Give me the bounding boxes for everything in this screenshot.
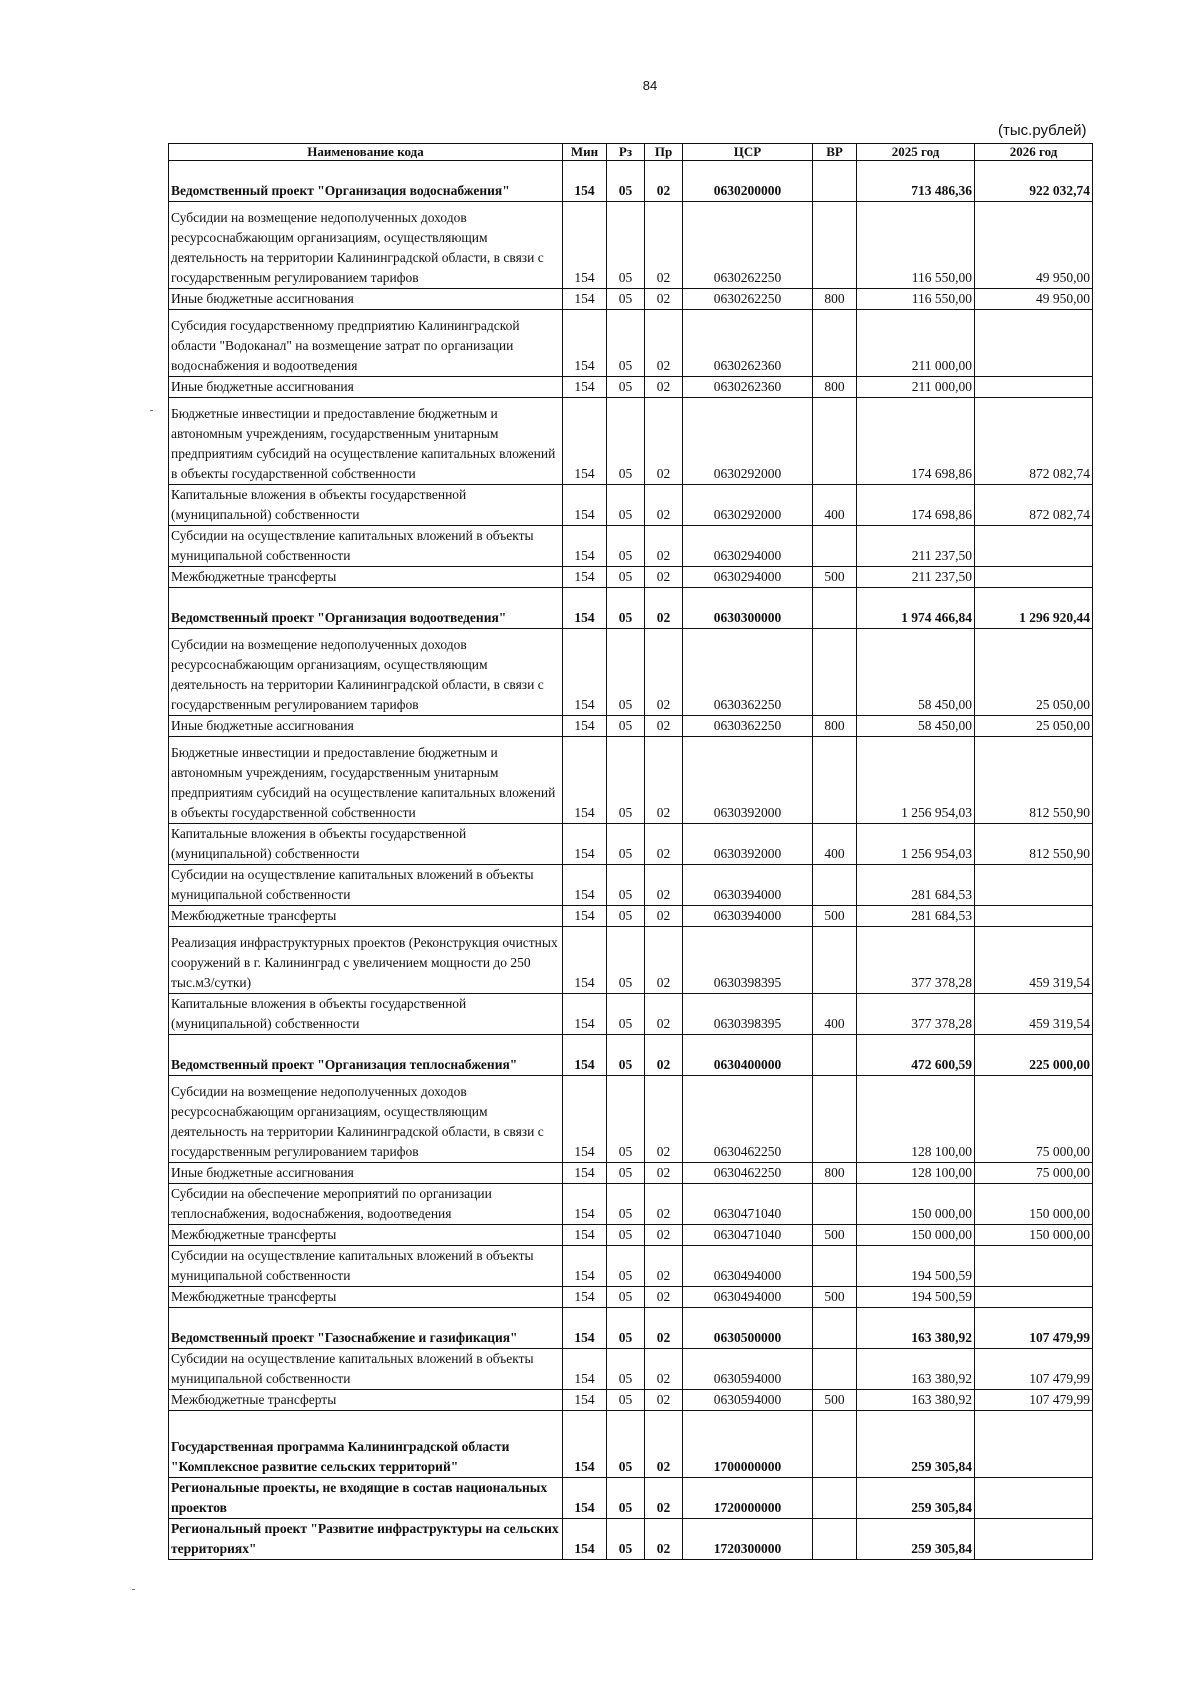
cell-vr: 800 — [813, 1163, 857, 1184]
cell-y2025: 259 305,84 — [857, 1411, 975, 1478]
cell-vr — [813, 1308, 857, 1349]
table-row — [169, 1390, 1093, 1411]
cell-csr: 0630262250 — [683, 289, 813, 310]
cell-pr: 02 — [645, 906, 683, 927]
cell-csr: 0630594000 — [683, 1390, 813, 1411]
cell-vr — [813, 526, 857, 567]
cell-name: Ведомственный проект "Организация водоотведения" — [169, 588, 563, 629]
cell-name: Бюджетные инвестиции и предоставление бюджетным и автономным учреждениям, государственным унитарным предприятиям субсидий на осуществление капитальных вложений в объекты государственной собственности — [169, 398, 563, 485]
cell-name: Иные бюджетные ассигнования — [169, 716, 563, 737]
cell-csr: 0630362250 — [683, 716, 813, 737]
cell-vr: 800 — [813, 377, 857, 398]
cell-vr: 800 — [813, 289, 857, 310]
cell-y2026: 49 950,00 — [975, 202, 1093, 289]
cell-y2026: 25 050,00 — [975, 716, 1093, 737]
cell-vr — [813, 629, 857, 716]
cell-y2026: 812 550,90 — [975, 737, 1093, 824]
cell-name: Субсидии на осуществление капитальных вложений в объекты муниципальной собственности — [169, 1246, 563, 1287]
table-row — [169, 1349, 1093, 1390]
cell-min: 154 — [563, 1184, 607, 1225]
header-2025: 2025 год — [857, 144, 975, 161]
table-row — [169, 629, 1093, 716]
cell-pr: 02 — [645, 567, 683, 588]
cell-y2026: 872 082,74 — [975, 398, 1093, 485]
cell-vr: 500 — [813, 1390, 857, 1411]
cell-name: Реализация инфраструктурных проектов (Реконструкция очистных сооружений в г. Калининград с увеличением мощности до 250 тыс.м3/сутки) — [169, 927, 563, 994]
cell-pr: 02 — [645, 716, 683, 737]
cell-csr: 0630200000 — [683, 161, 813, 202]
cell-min: 154 — [563, 927, 607, 994]
cell-y2026 — [975, 1287, 1093, 1308]
cell-min: 154 — [563, 588, 607, 629]
cell-pr: 02 — [645, 1478, 683, 1519]
table-row — [169, 1287, 1093, 1308]
cell-pr: 02 — [645, 588, 683, 629]
cell-rz: 05 — [607, 1076, 645, 1163]
table-row — [169, 1163, 1093, 1184]
cell-vr: 800 — [813, 716, 857, 737]
cell-name: Региональный проект "Развитие инфраструктуры на сельских территориях" — [169, 1519, 563, 1560]
cell-y2026: 75 000,00 — [975, 1163, 1093, 1184]
cell-vr — [813, 1246, 857, 1287]
cell-csr: 0630392000 — [683, 737, 813, 824]
cell-min: 154 — [563, 1163, 607, 1184]
cell-y2026: 49 950,00 — [975, 289, 1093, 310]
header-pr: Пр — [645, 144, 683, 161]
cell-rz: 05 — [607, 927, 645, 994]
cell-pr: 02 — [645, 629, 683, 716]
cell-vr — [813, 927, 857, 994]
cell-y2025: 1 256 954,03 — [857, 737, 975, 824]
cell-vr — [813, 202, 857, 289]
cell-min: 154 — [563, 716, 607, 737]
cell-vr: 500 — [813, 567, 857, 588]
table-row — [169, 526, 1093, 567]
cell-vr: 400 — [813, 485, 857, 526]
cell-name: Капитальные вложения в объекты государственной (муниципальной) собственности — [169, 485, 563, 526]
cell-pr: 02 — [645, 824, 683, 865]
cell-name: Межбюджетные трансферты — [169, 1390, 563, 1411]
cell-y2025: 150 000,00 — [857, 1184, 975, 1225]
cell-rz: 05 — [607, 1246, 645, 1287]
cell-y2026: 150 000,00 — [975, 1184, 1093, 1225]
cell-min: 154 — [563, 1411, 607, 1478]
cell-min: 154 — [563, 1076, 607, 1163]
cell-pr: 02 — [645, 927, 683, 994]
cell-y2026 — [975, 310, 1093, 377]
cell-name: Межбюджетные трансферты — [169, 1225, 563, 1246]
cell-y2025: 116 550,00 — [857, 202, 975, 289]
table-row — [169, 1076, 1093, 1163]
cell-min: 154 — [563, 567, 607, 588]
cell-y2025: 281 684,53 — [857, 865, 975, 906]
cell-name: Капитальные вложения в объекты государственной (муниципальной) собственности — [169, 994, 563, 1035]
cell-rz: 05 — [607, 1287, 645, 1308]
cell-rz: 05 — [607, 1308, 645, 1349]
cell-csr: 0630292000 — [683, 398, 813, 485]
cell-y2026: 812 550,90 — [975, 824, 1093, 865]
cell-y2026 — [975, 567, 1093, 588]
cell-y2026: 107 479,99 — [975, 1308, 1093, 1349]
cell-pr: 02 — [645, 1349, 683, 1390]
cell-vr: 400 — [813, 994, 857, 1035]
cell-name: Государственная программа Калининградской области "Комплексное развитие сельских территорий" — [169, 1411, 563, 1478]
cell-min: 154 — [563, 377, 607, 398]
cell-vr — [813, 1411, 857, 1478]
cell-y2025: 713 486,36 — [857, 161, 975, 202]
header-2026: 2026 год — [975, 144, 1093, 161]
cell-csr: 0630494000 — [683, 1246, 813, 1287]
cell-vr — [813, 737, 857, 824]
cell-csr: 0630462250 — [683, 1163, 813, 1184]
cell-min: 154 — [563, 865, 607, 906]
cell-csr: 0630262360 — [683, 310, 813, 377]
table-row — [169, 289, 1093, 310]
table-row — [169, 824, 1093, 865]
cell-y2025: 259 305,84 — [857, 1519, 975, 1560]
cell-name: Межбюджетные трансферты — [169, 906, 563, 927]
cell-pr: 02 — [645, 377, 683, 398]
cell-vr — [813, 310, 857, 377]
cell-min: 154 — [563, 994, 607, 1035]
cell-pr: 02 — [645, 1225, 683, 1246]
cell-pr: 02 — [645, 485, 683, 526]
cell-rz: 05 — [607, 1184, 645, 1225]
table-row — [169, 202, 1093, 289]
cell-rz: 05 — [607, 737, 645, 824]
cell-pr: 02 — [645, 1076, 683, 1163]
cell-y2026: 872 082,74 — [975, 485, 1093, 526]
cell-min: 154 — [563, 161, 607, 202]
cell-y2026: 459 319,54 — [975, 927, 1093, 994]
cell-pr: 02 — [645, 737, 683, 824]
cell-min: 154 — [563, 1246, 607, 1287]
cell-rz: 05 — [607, 1163, 645, 1184]
cell-name: Ведомственный проект "Организация водоснабжения" — [169, 161, 563, 202]
cell-y2025: 163 380,92 — [857, 1308, 975, 1349]
cell-name: Межбюджетные трансферты — [169, 1287, 563, 1308]
cell-vr: 500 — [813, 906, 857, 927]
cell-name: Иные бюджетные ассигнования — [169, 1163, 563, 1184]
cell-name: Субсидии на возмещение недополученных доходов ресурсоснабжающим организациям, осуществляющим деятельность на территории Калининградской области, в связи с государственным регулированием тарифов — [169, 202, 563, 289]
cell-rz: 05 — [607, 716, 645, 737]
cell-pr: 02 — [645, 289, 683, 310]
cell-y2025: 281 684,53 — [857, 906, 975, 927]
cell-csr: 1720300000 — [683, 1519, 813, 1560]
cell-csr: 0630500000 — [683, 1308, 813, 1349]
cell-pr: 02 — [645, 1035, 683, 1076]
cell-y2026: 75 000,00 — [975, 1076, 1093, 1163]
cell-y2026: 150 000,00 — [975, 1225, 1093, 1246]
cell-csr: 1700000000 — [683, 1411, 813, 1478]
cell-pr: 02 — [645, 1184, 683, 1225]
cell-name: Субсидии на возмещение недополученных доходов ресурсоснабжающим организациям, осуществляющим деятельность на территории Калининградской области, в связи с государственным регулированием тарифов — [169, 1076, 563, 1163]
cell-csr: 1720000000 — [683, 1478, 813, 1519]
cell-csr: 0630392000 — [683, 824, 813, 865]
cell-y2026: 922 032,74 — [975, 161, 1093, 202]
cell-csr: 0630471040 — [683, 1184, 813, 1225]
table-row — [169, 1225, 1093, 1246]
table-row — [169, 1478, 1093, 1519]
cell-name: Капитальные вложения в объекты государственной (муниципальной) собственности — [169, 824, 563, 865]
cell-rz: 05 — [607, 865, 645, 906]
cell-rz: 05 — [607, 994, 645, 1035]
cell-name: Ведомственный проект "Организация теплоснабжения" — [169, 1035, 563, 1076]
cell-name: Межбюджетные трансферты — [169, 567, 563, 588]
cell-rz: 05 — [607, 629, 645, 716]
scan-mark — [132, 1589, 135, 1590]
cell-pr: 02 — [645, 865, 683, 906]
cell-min: 154 — [563, 906, 607, 927]
cell-name: Субсидии на осуществление капитальных вложений в объекты муниципальной собственности — [169, 526, 563, 567]
cell-y2025: 259 305,84 — [857, 1478, 975, 1519]
table-row — [169, 1246, 1093, 1287]
header-min: Мин — [563, 144, 607, 161]
cell-y2026 — [975, 377, 1093, 398]
cell-pr: 02 — [645, 526, 683, 567]
cell-rz: 05 — [607, 1519, 645, 1560]
table-row — [169, 1184, 1093, 1225]
cell-rz: 05 — [607, 398, 645, 485]
cell-y2026: 225 000,00 — [975, 1035, 1093, 1076]
header-csr: ЦСР — [683, 144, 813, 161]
cell-name: Иные бюджетные ассигнования — [169, 289, 563, 310]
cell-pr: 02 — [645, 310, 683, 377]
cell-rz: 05 — [607, 906, 645, 927]
cell-y2025: 174 698,86 — [857, 485, 975, 526]
cell-rz: 05 — [607, 1478, 645, 1519]
cell-rz: 05 — [607, 588, 645, 629]
cell-csr: 0630494000 — [683, 1287, 813, 1308]
cell-pr: 02 — [645, 1287, 683, 1308]
cell-y2026 — [975, 1478, 1093, 1519]
cell-rz: 05 — [607, 485, 645, 526]
page-number: 84 — [642, 78, 658, 93]
table-row — [169, 927, 1093, 994]
cell-vr — [813, 1035, 857, 1076]
cell-y2025: 163 380,92 — [857, 1349, 975, 1390]
cell-vr: 400 — [813, 824, 857, 865]
cell-vr — [813, 865, 857, 906]
cell-pr: 02 — [645, 1246, 683, 1287]
cell-name: Иные бюджетные ассигнования — [169, 377, 563, 398]
cell-y2025: 194 500,59 — [857, 1287, 975, 1308]
table-row — [169, 567, 1093, 588]
cell-rz: 05 — [607, 1349, 645, 1390]
cell-min: 154 — [563, 1390, 607, 1411]
cell-min: 154 — [563, 1308, 607, 1349]
cell-pr: 02 — [645, 994, 683, 1035]
cell-min: 154 — [563, 398, 607, 485]
cell-csr: 0630362250 — [683, 629, 813, 716]
table-row — [169, 161, 1093, 202]
table-row — [169, 588, 1093, 629]
cell-vr — [813, 1519, 857, 1560]
cell-y2025: 58 450,00 — [857, 716, 975, 737]
cell-vr — [813, 1076, 857, 1163]
cell-min: 154 — [563, 1478, 607, 1519]
table-row — [169, 1035, 1093, 1076]
cell-pr: 02 — [645, 1390, 683, 1411]
cell-y2026: 25 050,00 — [975, 629, 1093, 716]
cell-y2025: 377 378,28 — [857, 994, 975, 1035]
cell-csr: 0630394000 — [683, 865, 813, 906]
cell-min: 154 — [563, 629, 607, 716]
cell-name: Субсидия государственному предприятию Калининградской области "Водоканал" на возмещение затрат по организации водоснабжения и водоотведения — [169, 310, 563, 377]
table-header-row — [169, 144, 1093, 161]
cell-vr — [813, 398, 857, 485]
cell-rz: 05 — [607, 377, 645, 398]
cell-name: Ведомственный проект "Газоснабжение и газификация" — [169, 1308, 563, 1349]
cell-min: 154 — [563, 1287, 607, 1308]
cell-csr: 0630462250 — [683, 1076, 813, 1163]
table-row — [169, 716, 1093, 737]
cell-min: 154 — [563, 526, 607, 567]
cell-pr: 02 — [645, 1308, 683, 1349]
cell-csr: 0630294000 — [683, 567, 813, 588]
cell-pr: 02 — [645, 1411, 683, 1478]
cell-y2026: 1 296 920,44 — [975, 588, 1093, 629]
header-rz: Рз — [607, 144, 645, 161]
cell-y2026: 459 319,54 — [975, 994, 1093, 1035]
cell-min: 154 — [563, 737, 607, 824]
cell-csr: 0630594000 — [683, 1349, 813, 1390]
cell-pr: 02 — [645, 398, 683, 485]
table-row — [169, 1519, 1093, 1560]
cell-y2025: 58 450,00 — [857, 629, 975, 716]
table-row — [169, 398, 1093, 485]
cell-csr: 0630300000 — [683, 588, 813, 629]
cell-min: 154 — [563, 824, 607, 865]
table-row — [169, 906, 1093, 927]
table-row — [169, 310, 1093, 377]
table-row — [169, 1411, 1093, 1478]
cell-rz: 05 — [607, 1035, 645, 1076]
cell-min: 154 — [563, 1225, 607, 1246]
cell-vr: 500 — [813, 1225, 857, 1246]
cell-csr: 0630471040 — [683, 1225, 813, 1246]
cell-vr — [813, 1349, 857, 1390]
cell-y2025: 1 256 954,03 — [857, 824, 975, 865]
cell-y2026: 107 479,99 — [975, 1349, 1093, 1390]
cell-rz: 05 — [607, 1411, 645, 1478]
cell-y2025: 194 500,59 — [857, 1246, 975, 1287]
units-label: (тыс.рублей) — [998, 122, 1087, 139]
cell-rz: 05 — [607, 310, 645, 377]
cell-rz: 05 — [607, 824, 645, 865]
header-vr: ВР — [813, 144, 857, 161]
cell-vr: 500 — [813, 1287, 857, 1308]
cell-min: 154 — [563, 310, 607, 377]
cell-pr: 02 — [645, 1519, 683, 1560]
cell-rz: 05 — [607, 289, 645, 310]
cell-pr: 02 — [645, 1163, 683, 1184]
cell-csr: 0630294000 — [683, 526, 813, 567]
cell-csr: 0630262250 — [683, 202, 813, 289]
table-row — [169, 485, 1093, 526]
cell-y2025: 174 698,86 — [857, 398, 975, 485]
cell-min: 154 — [563, 1519, 607, 1560]
cell-vr — [813, 161, 857, 202]
cell-y2025: 128 100,00 — [857, 1076, 975, 1163]
cell-rz: 05 — [607, 1225, 645, 1246]
cell-y2025: 163 380,92 — [857, 1390, 975, 1411]
cell-y2025: 1 974 466,84 — [857, 588, 975, 629]
cell-csr: 0630394000 — [683, 906, 813, 927]
cell-rz: 05 — [607, 526, 645, 567]
cell-y2026 — [975, 1246, 1093, 1287]
cell-min: 154 — [563, 1349, 607, 1390]
cell-min: 154 — [563, 485, 607, 526]
cell-rz: 05 — [607, 1390, 645, 1411]
cell-y2025: 211 000,00 — [857, 377, 975, 398]
cell-csr: 0630398395 — [683, 994, 813, 1035]
cell-name: Субсидии на возмещение недополученных доходов ресурсоснабжающим организациям, осуществляющим деятельность на территории Калининградской области, в связи с государственным регулированием тарифов — [169, 629, 563, 716]
cell-y2025: 128 100,00 — [857, 1163, 975, 1184]
cell-y2026 — [975, 1519, 1093, 1560]
cell-name: Субсидии на осуществление капитальных вложений в объекты муниципальной собственности — [169, 865, 563, 906]
cell-min: 154 — [563, 202, 607, 289]
cell-csr: 0630400000 — [683, 1035, 813, 1076]
cell-y2025: 472 600,59 — [857, 1035, 975, 1076]
cell-rz: 05 — [607, 161, 645, 202]
budget-table — [168, 143, 1093, 1560]
cell-y2025: 116 550,00 — [857, 289, 975, 310]
cell-csr: 0630398395 — [683, 927, 813, 994]
cell-pr: 02 — [645, 202, 683, 289]
cell-y2025: 211 237,50 — [857, 526, 975, 567]
table-row — [169, 737, 1093, 824]
table-row — [169, 994, 1093, 1035]
cell-y2026 — [975, 865, 1093, 906]
cell-y2025: 377 378,28 — [857, 927, 975, 994]
cell-rz: 05 — [607, 202, 645, 289]
cell-name: Бюджетные инвестиции и предоставление бюджетным и автономным учреждениям, государственным унитарным предприятиям субсидий на осуществление капитальных вложений в объекты государственной собственности — [169, 737, 563, 824]
table-row — [169, 1308, 1093, 1349]
cell-y2026: 107 479,99 — [975, 1390, 1093, 1411]
cell-min: 154 — [563, 289, 607, 310]
cell-vr — [813, 1184, 857, 1225]
cell-y2025: 211 237,50 — [857, 567, 975, 588]
cell-csr: 0630292000 — [683, 485, 813, 526]
cell-vr — [813, 1478, 857, 1519]
table-row — [169, 865, 1093, 906]
cell-name: Субсидии на обеспечение мероприятий по организации теплоснабжения, водоснабжения, водоотведения — [169, 1184, 563, 1225]
cell-csr: 0630262360 — [683, 377, 813, 398]
cell-name: Субсидии на осуществление капитальных вложений в объекты муниципальной собственности — [169, 1349, 563, 1390]
cell-y2025: 211 000,00 — [857, 310, 975, 377]
cell-y2026 — [975, 526, 1093, 567]
table-row — [169, 377, 1093, 398]
header-name: Наименование кода — [169, 144, 563, 161]
cell-y2026 — [975, 1411, 1093, 1478]
cell-y2026 — [975, 906, 1093, 927]
cell-name: Региональные проекты, не входящие в состав национальных проектов — [169, 1478, 563, 1519]
cell-rz: 05 — [607, 567, 645, 588]
cell-min: 154 — [563, 1035, 607, 1076]
cell-vr — [813, 588, 857, 629]
scan-mark — [150, 410, 153, 411]
cell-pr: 02 — [645, 161, 683, 202]
cell-y2025: 150 000,00 — [857, 1225, 975, 1246]
